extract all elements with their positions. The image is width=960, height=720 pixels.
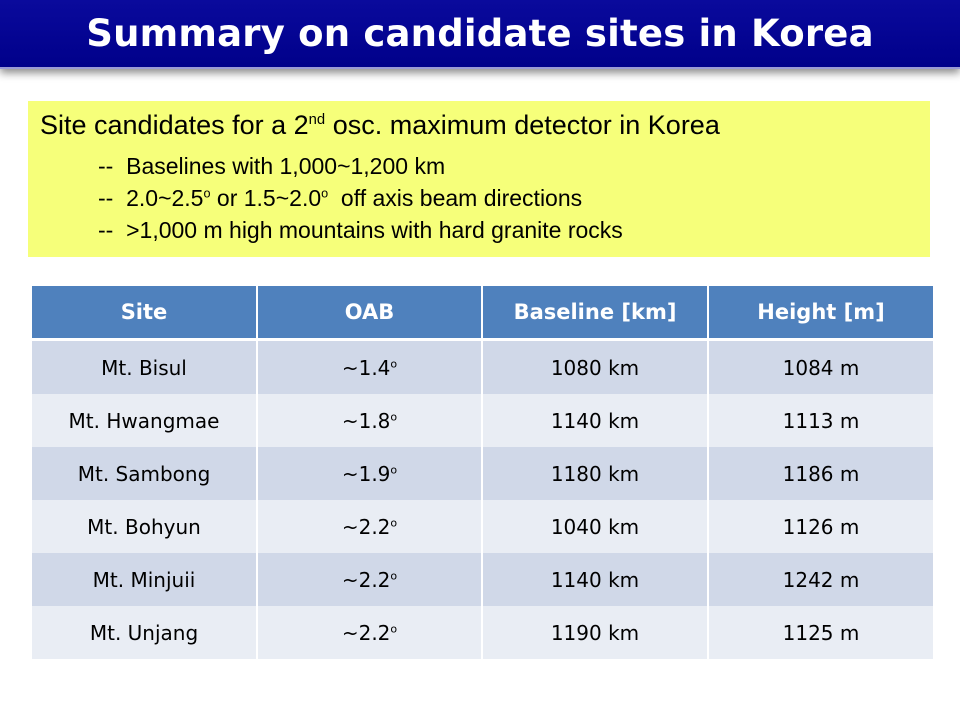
degree-sup: o (390, 568, 398, 582)
header-height: Height [m] (708, 286, 933, 340)
cell-baseline: 1140 km (482, 394, 708, 447)
table-row (32, 606, 933, 659)
cell-baseline: 1180 km (482, 447, 708, 500)
header-oab: OAB (257, 286, 482, 340)
info-heading-sup: nd (308, 112, 326, 128)
cell-oab (257, 553, 482, 606)
header-site: Site (32, 286, 257, 340)
cell-oab (257, 447, 482, 500)
table-row (32, 553, 933, 606)
degree-sup: o (390, 462, 398, 476)
site-candidates-box (28, 101, 930, 257)
cell-oab-value: ~1.8 (341, 408, 391, 433)
info-item-mountains: -- >1,000 m high mountains with hard granite rocks (98, 217, 623, 243)
info-item-directions-a: -- 2.0~2.5 (98, 185, 204, 211)
cell-oab (257, 500, 482, 553)
info-item-baselines: -- Baselines with 1,000~1,200 km (98, 153, 446, 179)
cell-baseline: 1140 km (482, 553, 708, 606)
degree-sup: o (390, 356, 398, 370)
cell-baseline: 1080 km (482, 340, 708, 395)
cell-height: 1084 m (708, 340, 933, 395)
degree-sup-1: o (203, 186, 211, 201)
info-item-directions-c: off axis beam directions (328, 185, 583, 211)
cell-baseline: 1190 km (482, 606, 708, 659)
degree-sup: o (390, 409, 398, 423)
table-row (32, 500, 933, 553)
cell-site: Mt. Bisul (32, 340, 257, 395)
cell-height: 1186 m (708, 447, 933, 500)
cell-height: 1242 m (708, 553, 933, 606)
cell-oab-value: ~1.4 (341, 355, 391, 380)
degree-sup: o (390, 515, 398, 529)
cell-site: Mt. Unjang (32, 606, 257, 659)
info-heading (40, 109, 918, 141)
cell-site: Mt. Minjuii (32, 553, 257, 606)
cell-oab-value: ~2.2 (341, 514, 391, 539)
cell-oab-value: ~2.2 (341, 620, 391, 645)
table-row (32, 447, 933, 500)
slide-title: Summary on candidate sites in Korea (0, 0, 960, 69)
cell-height: 1113 m (708, 394, 933, 447)
cell-oab (257, 606, 482, 659)
info-heading-pre: Site candidates for a 2 (40, 110, 309, 140)
cell-site: Mt. Sambong (32, 447, 257, 500)
cell-height: 1125 m (708, 606, 933, 659)
candidate-sites-table (32, 286, 933, 659)
degree-sup: o (390, 621, 398, 635)
cell-oab-value: ~1.9 (341, 461, 391, 486)
cell-baseline: 1040 km (482, 500, 708, 553)
cell-site: Mt. Bohyun (32, 500, 257, 553)
cell-site: Mt. Hwangmae (32, 394, 257, 447)
header-baseline: Baseline [km] (482, 286, 708, 340)
info-heading-post: osc. maximum detector in Korea (325, 110, 720, 140)
table-row (32, 394, 933, 447)
info-item-directions (40, 182, 918, 214)
table-header-row (32, 286, 933, 340)
info-item-directions-b: or 1.5~2.0 (210, 185, 322, 211)
cell-oab-value: ~2.2 (341, 567, 391, 592)
cell-oab (257, 394, 482, 447)
degree-sup-2: o (321, 186, 329, 201)
cell-height: 1126 m (708, 500, 933, 553)
table-row (32, 340, 933, 395)
cell-oab (257, 340, 482, 395)
